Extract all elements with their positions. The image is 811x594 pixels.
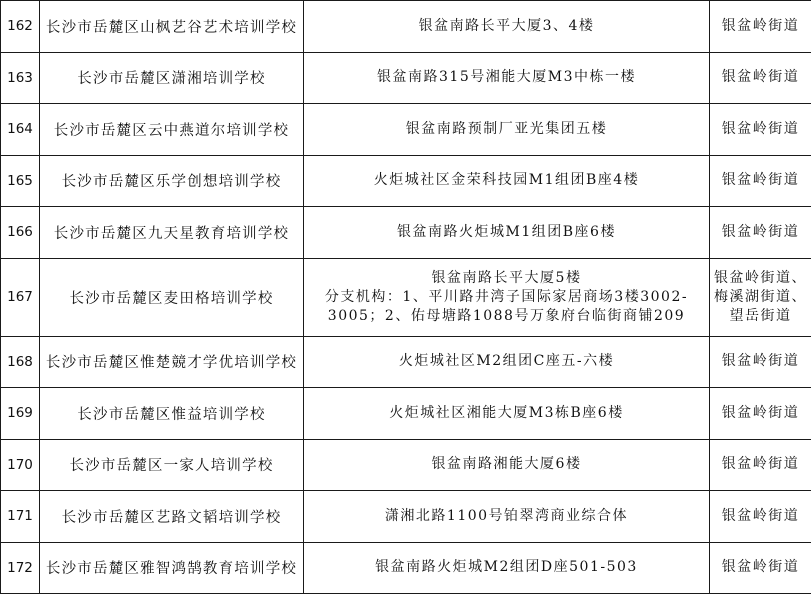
school-name: 长沙市岳麓区惟益培训学校 — [40, 388, 304, 440]
school-address — [304, 258, 710, 336]
school-name: 长沙市岳麓区艺路文韬培训学校 — [40, 491, 304, 543]
address-line: 银盆南路湘能大厦6楼 — [306, 455, 707, 474]
school-name: 长沙市岳麓区九天星教育培训学校 — [40, 207, 304, 259]
school-name: 长沙市岳麓区山枫艺谷艺术培训学校 — [40, 1, 304, 53]
row-number: 172 — [1, 542, 40, 594]
street-name — [710, 104, 811, 156]
table-row — [1, 258, 811, 336]
school-name: 长沙市岳麓区雅智鸿鹄教育培训学校 — [40, 542, 304, 594]
school-name: 长沙市岳麓区云中燕道尔培训学校 — [40, 104, 304, 156]
school-address — [304, 207, 710, 259]
street-name — [710, 439, 811, 491]
row-number: 164 — [1, 104, 40, 156]
table-row — [1, 439, 811, 491]
street-line: 银盆岭街道 — [712, 455, 809, 474]
school-name: 长沙市岳麓区乐学创想培训学校 — [40, 155, 304, 207]
school-name: 长沙市岳麓区一家人培训学校 — [40, 439, 304, 491]
street-line: 银盆岭街道 — [712, 558, 809, 577]
address-line: 火炬城社区湘能大厦M3栋B座6楼 — [306, 404, 707, 423]
address-line: 银盆南路长平大厦3、4楼 — [306, 17, 707, 36]
row-number: 165 — [1, 155, 40, 207]
row-number: 169 — [1, 388, 40, 440]
street-name — [710, 388, 811, 440]
school-address — [304, 439, 710, 491]
school-address — [304, 155, 710, 207]
street-name — [710, 542, 811, 594]
school-address — [304, 491, 710, 543]
street-line: 梅溪湖街道、 — [712, 288, 809, 307]
table-row — [1, 336, 811, 388]
branch-address-line: 3005；2、佑母塘路1088号万象府台临街商铺209 — [306, 307, 707, 326]
school-address — [304, 336, 710, 388]
school-address — [304, 388, 710, 440]
street-line: 银盆岭街道 — [712, 68, 809, 87]
table-row — [1, 207, 811, 259]
school-name: 长沙市岳麓区惟楚競才学优培训学校 — [40, 336, 304, 388]
row-number: 167 — [1, 258, 40, 336]
street-line: 银盆岭街道 — [712, 223, 809, 242]
street-line: 银盆岭街道 — [712, 171, 809, 190]
school-address — [304, 52, 710, 104]
address-line: 银盆南路长平大厦5楼 — [306, 269, 707, 288]
row-number: 166 — [1, 207, 40, 259]
address-line: 银盆南路预制厂亚光集团五楼 — [306, 120, 707, 139]
table-row — [1, 388, 811, 440]
street-name — [710, 491, 811, 543]
row-number: 162 — [1, 1, 40, 53]
street-name — [710, 155, 811, 207]
row-number: 168 — [1, 336, 40, 388]
address-line: 银盆南路火炬城M2组团D座501-503 — [306, 558, 707, 577]
street-name — [710, 1, 811, 53]
table-row — [1, 52, 811, 104]
street-line: 银盆岭街道 — [712, 404, 809, 423]
address-line: 银盆南路315号湘能大厦M3中栋一楼 — [306, 68, 707, 87]
row-number: 163 — [1, 52, 40, 104]
street-name — [710, 52, 811, 104]
table-row — [1, 542, 811, 594]
address-line: 火炬城社区金荣科技园M1组团B座4楼 — [306, 171, 707, 190]
address-line: 火炬城社区M2组团C座五-六楼 — [306, 352, 707, 371]
row-number: 171 — [1, 491, 40, 543]
street-name — [710, 336, 811, 388]
street-line: 银盆岭街道 — [712, 120, 809, 139]
street-name — [710, 258, 811, 336]
school-address — [304, 104, 710, 156]
address-line: 银盆南路火炬城M1组团B座6楼 — [306, 223, 707, 242]
table-row — [1, 491, 811, 543]
street-line: 银盆岭街道 — [712, 352, 809, 371]
table-row — [1, 104, 811, 156]
address-line: 潇湘北路1100号铂翠湾商业综合体 — [306, 507, 707, 526]
table-body — [1, 1, 811, 594]
school-name: 长沙市岳麓区潇湘培训学校 — [40, 52, 304, 104]
street-line: 银盆岭街道、 — [712, 269, 809, 288]
school-name: 长沙市岳麓区麦田格培训学校 — [40, 258, 304, 336]
street-name — [710, 207, 811, 259]
street-line: 望岳街道 — [712, 307, 809, 326]
school-address — [304, 542, 710, 594]
table-row — [1, 155, 811, 207]
table-row — [1, 1, 811, 53]
branch-address-line: 分支机构：1、平川路井湾子国际家居商场3楼3002- — [306, 288, 707, 307]
school-address — [304, 1, 710, 53]
row-number: 170 — [1, 439, 40, 491]
street-line: 银盆岭街道 — [712, 17, 809, 36]
street-line: 银盆岭街道 — [712, 507, 809, 526]
